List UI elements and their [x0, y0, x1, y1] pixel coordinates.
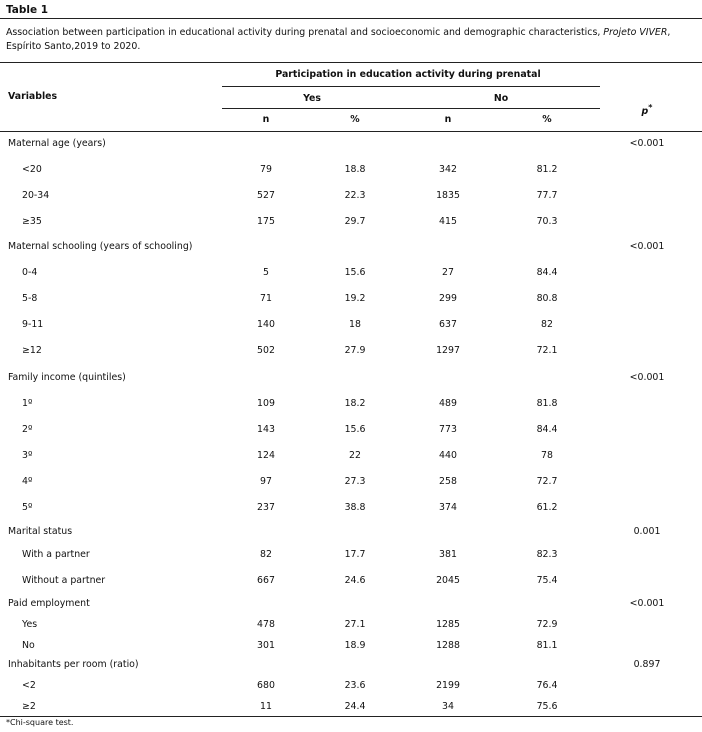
cell-yes-n: 5 [263, 267, 269, 278]
cell-no-pct: 80.8 [536, 293, 558, 304]
cell-yes-pct: 23.6 [344, 680, 366, 691]
cell-no-n: 489 [439, 398, 457, 409]
cell-yes-pct: 18.9 [344, 640, 366, 651]
header-yes-n: n [262, 114, 270, 125]
cell-yes-pct: 19.2 [344, 293, 366, 304]
cell-yes-n: 109 [257, 398, 275, 409]
table-row [0, 619, 702, 633]
cell-no-pct: 81.2 [536, 164, 558, 175]
table-row [0, 575, 702, 589]
cell-no-n: 415 [439, 216, 457, 227]
cell-yes-n: 143 [257, 424, 275, 435]
table-row [0, 267, 702, 281]
cell-no-pct: 84.4 [536, 424, 558, 435]
cell-yes-pct: 29.7 [344, 216, 366, 227]
cell-yes-pct: 18.2 [344, 398, 366, 409]
cell-yes-n: 301 [257, 640, 275, 651]
p-value: <0.001 [629, 138, 665, 149]
cell-no-n: 440 [439, 450, 457, 461]
cell-no-pct: 82 [541, 319, 553, 330]
group-label: Maternal schooling (years of schooling) [8, 241, 193, 252]
table-row [0, 549, 702, 563]
cell-yes-n: 82 [260, 549, 272, 560]
header-p-sup: * [648, 103, 653, 112]
caption-project: Projeto VIVER [603, 27, 668, 38]
cell-no-n: 374 [439, 502, 457, 513]
header-yes-pct: % [350, 114, 360, 125]
row-label: <2 [22, 680, 36, 691]
p-value: 0.897 [633, 659, 661, 670]
cell-yes-pct: 27.1 [344, 619, 366, 630]
cell-yes-n: 140 [257, 319, 275, 330]
cell-no-pct: 61.2 [536, 502, 558, 513]
cell-yes-n: 71 [260, 293, 272, 304]
cell-yes-pct: 27.9 [344, 345, 366, 356]
p-value: 0.001 [633, 526, 661, 537]
row-label: 5º [22, 502, 33, 513]
row-label: 1º [22, 398, 33, 409]
table-label: Table 1 [6, 4, 49, 16]
cell-no-n: 27 [442, 267, 454, 278]
cell-no-pct: 82.3 [536, 549, 558, 560]
cell-no-n: 1297 [436, 345, 460, 356]
cell-no-n: 381 [439, 549, 457, 560]
group-label: Marital status [8, 526, 73, 537]
cell-no-n: 258 [439, 476, 457, 487]
row-label: <20 [22, 164, 42, 175]
cell-yes-pct: 15.6 [344, 267, 366, 278]
header-group-title: Participation in education activity during prenatal [275, 69, 541, 80]
cell-yes-n: 502 [257, 345, 275, 356]
cell-no-pct: 72.7 [536, 476, 558, 487]
cell-no-pct: 70.3 [536, 216, 558, 227]
cell-no-pct: 75.4 [536, 575, 558, 586]
group-header-row [0, 372, 702, 386]
row-label: ≥2 [22, 701, 36, 712]
cell-yes-n: 124 [257, 450, 275, 461]
cell-no-pct: 81.8 [536, 398, 558, 409]
cell-yes-n: 11 [260, 701, 272, 712]
row-label: With a partner [22, 549, 90, 560]
row-label: Without a partner [22, 575, 106, 586]
table-row [0, 398, 702, 412]
header-p: p [641, 106, 649, 118]
table-row [0, 450, 702, 464]
cell-yes-n: 478 [257, 619, 275, 630]
table-row [0, 476, 702, 490]
row-label: 5-8 [22, 293, 38, 304]
caption-text-end: , Espírito Santo,2019 to 2020. [6, 27, 671, 52]
cell-yes-pct: 17.7 [344, 549, 366, 560]
row-label: 0-4 [22, 267, 38, 278]
table-row [0, 216, 702, 230]
cell-no-pct: 84.4 [536, 267, 558, 278]
cell-yes-n: 680 [257, 680, 275, 691]
cell-no-n: 2199 [436, 680, 460, 691]
cell-no-n: 299 [439, 293, 457, 304]
group-label: Inhabitants per room (ratio) [8, 659, 139, 670]
table-row [0, 293, 702, 307]
p-value: <0.001 [629, 241, 665, 252]
group-header-row [0, 659, 702, 673]
cell-yes-pct: 15.6 [344, 424, 366, 435]
table-row [0, 502, 702, 516]
cell-yes-pct: 22.3 [344, 190, 366, 201]
cell-yes-n: 667 [257, 575, 275, 586]
table-row [0, 345, 702, 359]
cell-no-pct: 81.1 [536, 640, 558, 651]
row-label: 9-11 [22, 319, 44, 330]
header-no: No [493, 93, 509, 104]
p-value: <0.001 [629, 598, 665, 609]
cell-yes-pct: 18 [349, 319, 361, 330]
cell-no-pct: 72.9 [536, 619, 558, 630]
row-label: 3º [22, 450, 33, 461]
cell-no-n: 1835 [436, 190, 460, 201]
cell-no-n: 773 [439, 424, 457, 435]
cell-no-n: 1288 [436, 640, 460, 651]
table-row [0, 164, 702, 178]
row-label: No [22, 640, 35, 651]
cell-yes-pct: 38.8 [344, 502, 366, 513]
cell-no-n: 637 [439, 319, 457, 330]
cell-no-pct: 72.1 [536, 345, 558, 356]
group-header-row [0, 138, 702, 152]
cell-yes-pct: 24.6 [344, 575, 366, 586]
header-no-pct: % [542, 114, 552, 125]
row-label: ≥12 [22, 345, 42, 356]
table-row [0, 680, 702, 694]
table-row [0, 640, 702, 654]
cell-yes-pct: 27.3 [344, 476, 366, 487]
row-label: Yes [22, 619, 38, 630]
cell-yes-pct: 18.8 [344, 164, 366, 175]
cell-yes-pct: 24.4 [344, 701, 366, 712]
cell-no-n: 1285 [436, 619, 460, 630]
cell-yes-n: 175 [257, 216, 275, 227]
row-label: 4º [22, 476, 33, 487]
table-row [0, 424, 702, 438]
table-row [0, 701, 702, 715]
cell-no-pct: 77.7 [536, 190, 558, 201]
cell-yes-n: 237 [257, 502, 275, 513]
table-row [0, 319, 702, 333]
group-label: Family income (quintiles) [8, 372, 126, 383]
cell-no-n: 34 [442, 701, 454, 712]
group-header-row [0, 526, 702, 540]
row-label: ≥35 [22, 216, 42, 227]
cell-yes-n: 527 [257, 190, 275, 201]
cell-no-pct: 78 [541, 450, 553, 461]
cell-no-n: 2045 [436, 575, 460, 586]
cell-yes-n: 97 [260, 476, 272, 487]
caption-text: Association between participation in educational activity during prenatal and socioeconomic and demographic characteristics, [6, 27, 604, 38]
header-yes: Yes [303, 93, 321, 104]
table-bottom-rule [0, 716, 702, 717]
group-label: Paid employment [8, 598, 90, 609]
table-row [0, 190, 702, 204]
row-label: 2º [22, 424, 33, 435]
header-no-n: n [444, 114, 452, 125]
p-value: <0.001 [629, 372, 665, 383]
cell-no-pct: 76.4 [536, 680, 558, 691]
group-label: Maternal age (years) [8, 138, 106, 149]
cell-no-n: 342 [439, 164, 457, 175]
group-header-row [0, 598, 702, 612]
header-variables: Variables [8, 91, 58, 102]
cell-yes-n: 79 [260, 164, 272, 175]
group-header-row [0, 241, 702, 255]
footnote: *Chi-square test. [6, 718, 74, 727]
cell-yes-pct: 22 [349, 450, 361, 461]
cell-no-pct: 75.6 [536, 701, 558, 712]
row-label: 20-34 [22, 190, 50, 201]
